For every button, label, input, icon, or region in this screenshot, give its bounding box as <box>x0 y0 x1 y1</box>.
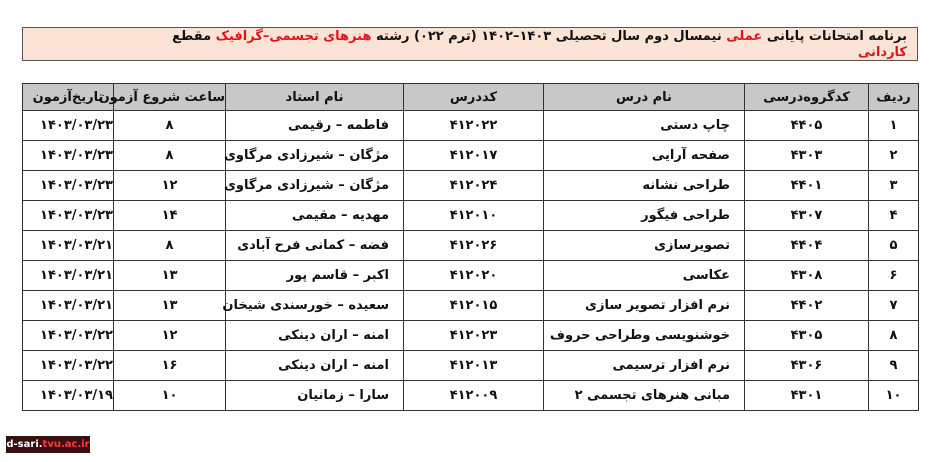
cell-group-code: ۴۳۰۵ <box>745 321 869 351</box>
cell-group-code: ۴۳۰۱ <box>745 381 869 411</box>
header-start-time: ساعت شروع آزمون <box>114 84 226 111</box>
cell-exam-date: ۱۴۰۳/۰۳/۲۲ <box>23 321 114 351</box>
cell-start-time: ۱۶ <box>114 351 226 381</box>
cell-course-name: مبانی هنرهای تجسمی ۲ <box>544 381 745 411</box>
table-row <box>23 381 919 411</box>
cell-instructor: سعیده – خورسندی شیخان <box>226 291 404 321</box>
header-instructor: نام استاد <box>226 84 404 111</box>
table-row <box>23 321 919 351</box>
cell-exam-date: ۱۴۰۳/۰۳/۲۲ <box>23 351 114 381</box>
cell-start-time: ۱۳ <box>114 291 226 321</box>
cell-row-no: ۲ <box>869 141 919 171</box>
cell-exam-date: ۱۴۰۳/۰۳/۲۳ <box>23 141 114 171</box>
cell-row-no: ۶ <box>869 261 919 291</box>
cell-exam-date: ۱۴۰۳/۰۳/۱۹ <box>23 381 114 411</box>
cell-row-no: ۸ <box>869 321 919 351</box>
cell-exam-date: ۱۴۰۳/۰۳/۲۱ <box>23 231 114 261</box>
cell-row-no: ۱۰ <box>869 381 919 411</box>
document-title <box>22 27 918 61</box>
cell-start-time: ۸ <box>114 111 226 141</box>
header-row-no: ردیف <box>869 84 919 111</box>
cell-instructor: فاطمه – رقیمی <box>226 111 404 141</box>
cell-group-code: ۴۴۰۲ <box>745 291 869 321</box>
cell-group-code: ۴۴۰۴ <box>745 231 869 261</box>
cell-course-name: طراحی فیگور <box>544 201 745 231</box>
cell-exam-date: ۱۴۰۳/۰۳/۲۳ <box>23 171 114 201</box>
cell-course-code: ۴۱۲۰۰۹ <box>404 381 544 411</box>
cell-group-code: ۴۳۰۸ <box>745 261 869 291</box>
cell-course-code: ۴۱۲۰۱۰ <box>404 201 544 231</box>
cell-instructor: مژگان – شیرزادی مرگاوی <box>226 141 404 171</box>
cell-course-name: صفحه آرایی <box>544 141 745 171</box>
cell-course-name: نرم افزار ترسیمی <box>544 351 745 381</box>
cell-instructor: مژگان – شیرزادی مرگاوی <box>226 171 404 201</box>
table-row <box>23 201 919 231</box>
cell-instructor: اکبر – قاسم پور <box>226 261 404 291</box>
cell-course-name: عکاسی <box>544 261 745 291</box>
cell-row-no: ۱ <box>869 111 919 141</box>
header-group-code: کدگروه‌درسی <box>745 84 869 111</box>
table-header-row <box>23 84 919 111</box>
header-course-code: کددرس <box>404 84 544 111</box>
cell-instructor: امنه – اران دینکی <box>226 351 404 381</box>
cell-start-time: ۸ <box>114 141 226 171</box>
table-row <box>23 351 919 381</box>
cell-course-name: چاپ دستی <box>544 111 745 141</box>
table-row <box>23 141 919 171</box>
site-watermark: d-sari.tvu.ac.ir <box>6 436 90 453</box>
header-exam-date: تاریخ‌آزمون <box>23 84 114 111</box>
cell-course-name: طراحی نشانه <box>544 171 745 201</box>
cell-start-time: ۱۰ <box>114 381 226 411</box>
cell-group-code: ۴۳۰۶ <box>745 351 869 381</box>
cell-group-code: ۴۴۰۱ <box>745 171 869 201</box>
cell-course-code: ۴۱۲۰۲۰ <box>404 261 544 291</box>
cell-course-code: ۴۱۲۰۱۷ <box>404 141 544 171</box>
header-course-name: نام درس <box>544 84 745 111</box>
cell-row-no: ۳ <box>869 171 919 201</box>
table-row <box>23 261 919 291</box>
cell-start-time: ۱۴ <box>114 201 226 231</box>
cell-course-name: نرم افزار تصویر سازی <box>544 291 745 321</box>
cell-course-code: ۴۱۲۰۲۳ <box>404 321 544 351</box>
cell-row-no: ۷ <box>869 291 919 321</box>
cell-course-code: ۴۱۲۰۱۳ <box>404 351 544 381</box>
cell-start-time: ۱۲ <box>114 321 226 351</box>
table-row <box>23 171 919 201</box>
cell-start-time: ۸ <box>114 231 226 261</box>
title-highlight-degree: کاردانی <box>857 45 907 60</box>
cell-course-code: ۴۱۲۰۱۵ <box>404 291 544 321</box>
title-line-1: برنامه امتحانات پایانی عملی نیمسال دوم سال تحصیلی ۱۴۰۳–۱۴۰۲ (ترم ۰۲۲) رشته هنرهای تجسمی–گرافیک مقطع <box>172 29 907 44</box>
cell-exam-date: ۱۴۰۳/۰۳/۲۳ <box>23 201 114 231</box>
cell-course-name: خوشنویسی وطراحی حروف <box>544 321 745 351</box>
cell-row-no: ۵ <box>869 231 919 261</box>
cell-row-no: ۹ <box>869 351 919 381</box>
cell-instructor: فضه – کمانی فرح آبادی <box>226 231 404 261</box>
cell-instructor: مهدیه – مقیمی <box>226 201 404 231</box>
cell-course-name: تصویرسازی <box>544 231 745 261</box>
cell-group-code: ۴۳۰۳ <box>745 141 869 171</box>
cell-start-time: ۱۲ <box>114 171 226 201</box>
cell-instructor: امنه – اران دینکی <box>226 321 404 351</box>
cell-group-code: ۴۴۰۵ <box>745 111 869 141</box>
title-highlight-practical: عملی <box>726 29 763 44</box>
table-row <box>23 291 919 321</box>
table-row <box>23 111 919 141</box>
cell-exam-date: ۱۴۰۳/۰۳/۲۳ <box>23 111 114 141</box>
title-highlight-field: هنرهای تجسمی–گرافیک <box>215 29 372 44</box>
cell-course-code: ۴۱۲۰۲۶ <box>404 231 544 261</box>
cell-exam-date: ۱۴۰۳/۰۳/۲۱ <box>23 261 114 291</box>
cell-course-code: ۴۱۲۰۲۴ <box>404 171 544 201</box>
cell-exam-date: ۱۴۰۳/۰۳/۲۱ <box>23 291 114 321</box>
cell-course-code: ۴۱۲۰۲۲ <box>404 111 544 141</box>
cell-instructor: سارا – زمانیان <box>226 381 404 411</box>
cell-group-code: ۴۳۰۷ <box>745 201 869 231</box>
exam-schedule-table <box>22 83 919 411</box>
cell-row-no: ۴ <box>869 201 919 231</box>
cell-start-time: ۱۳ <box>114 261 226 291</box>
table-row <box>23 231 919 261</box>
